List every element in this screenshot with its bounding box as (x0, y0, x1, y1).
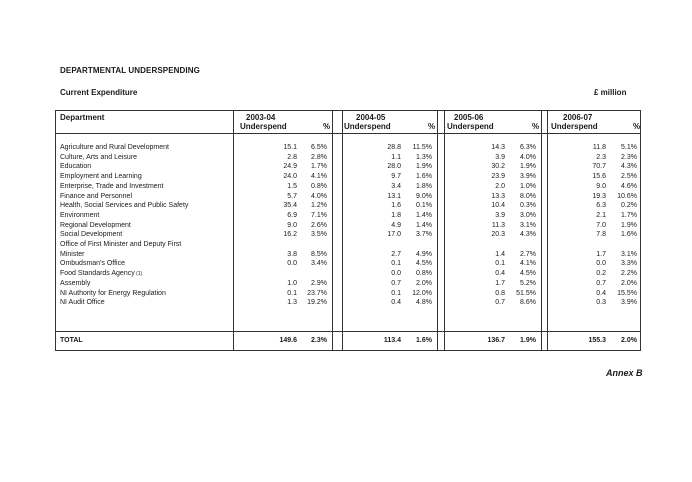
percent-value: 12.0% (412, 289, 432, 297)
annex-label: Annex B (606, 368, 643, 378)
percent-value: 1.6% (621, 231, 637, 239)
underspend-value: 9.7 (391, 173, 401, 181)
percent-value: 0.2% (621, 202, 637, 210)
underspend-value: 3.8 (287, 250, 297, 258)
total-underspend-value: 155.3 (588, 337, 606, 344)
percent-value: 4.5% (416, 260, 432, 268)
percent-value: 3.4% (311, 260, 327, 268)
percent-value: 1.9% (520, 163, 536, 171)
percent-value: 15.5% (617, 289, 637, 297)
underspend-value: 6.9 (287, 211, 297, 219)
underspend-value: 14.3 (491, 144, 505, 151)
underspend-value: 1.3 (287, 299, 297, 307)
underspend-value: 6.3 (596, 202, 606, 210)
total-rule (56, 331, 640, 332)
department-name: Assembly (60, 279, 91, 287)
underspend-subheader: Underspend (447, 122, 494, 131)
percent-value: 2.9% (311, 279, 327, 287)
underspend-value: 15.1 (283, 144, 297, 151)
percent-value: 1.9% (621, 221, 637, 229)
underspend-value: 0.1 (391, 289, 401, 297)
year-header: 2003-04 (246, 113, 276, 122)
column-divider (332, 111, 333, 350)
column-divider (233, 111, 234, 350)
percent-value: 2.6% (311, 221, 327, 229)
percent-subheader: % (532, 122, 540, 131)
percent-value: 1.2% (311, 202, 327, 210)
percent-value: 1.6% (416, 173, 432, 181)
percent-value: 23.7% (307, 289, 327, 297)
footnote-marker: (1) (134, 271, 143, 278)
percent-value: 1.8% (416, 182, 432, 190)
percent-value: 1.7% (311, 163, 327, 171)
underspend-value: 1.1 (391, 153, 401, 161)
percent-subheader: % (323, 122, 331, 131)
underspend-value: 1.5 (287, 182, 297, 190)
total-underspend-value: 149.6 (279, 337, 297, 344)
department-name: NI Audit Office (60, 299, 105, 307)
department-name: Health, Social Services and Public Safety (60, 202, 189, 210)
percent-value: 4.1% (311, 173, 327, 181)
underspend-value: 1.0 (287, 279, 297, 287)
percent-value: 2.5% (621, 173, 637, 181)
percent-value: 0.8% (416, 270, 432, 278)
percent-value: 8.6% (520, 299, 536, 307)
department-name: Environment (60, 211, 100, 219)
percent-value: 4.3% (520, 231, 536, 239)
percent-value: 0.3% (520, 202, 536, 210)
underspend-value: 1.8 (391, 211, 401, 219)
underspend-value: 0.1 (287, 289, 297, 297)
underspend-value: 20.3 (491, 231, 505, 239)
underspend-value: 0.7 (596, 279, 606, 287)
percent-value: 4.5% (520, 270, 536, 278)
total-underspend-value: 113.4 (383, 337, 401, 344)
percent-value: 2.7% (520, 250, 536, 258)
underspend-value: 0.2 (596, 270, 606, 278)
percent-value: 8.5% (311, 250, 327, 258)
underspend-value: 0.3 (596, 299, 606, 307)
underspend-value: 2.1 (596, 211, 606, 219)
underspend-value: 2.0 (495, 182, 505, 190)
percent-value: 3.1% (621, 250, 637, 258)
total-label: TOTAL (60, 337, 83, 344)
underspend-value: 0.8 (495, 289, 505, 297)
underspend-value: 17.0 (387, 231, 401, 239)
percent-value: 4.3% (621, 163, 637, 171)
percent-value: 2.0% (621, 279, 637, 287)
underspend-value: 0.1 (391, 260, 401, 268)
department-name: Food Standards Agency $^{(1)}$ (60, 270, 143, 278)
percent-value: 1.0% (520, 182, 536, 190)
underspend-value: 0.0 (391, 270, 401, 278)
percent-value: 1.4% (416, 221, 432, 229)
percent-value: 9.0% (416, 192, 432, 200)
percent-value: 11.5% (412, 144, 432, 151)
underspend-subheader: Underspend (240, 122, 287, 131)
total-percent-value: 2.0% (621, 337, 637, 344)
underspend-value: 28.0 (387, 163, 401, 171)
percent-value: 6.3% (520, 144, 536, 151)
underspend-value: 0.4 (596, 289, 606, 297)
percent-value: 3.9% (520, 173, 536, 181)
percent-value: 3.0% (520, 211, 536, 219)
column-divider (342, 111, 343, 350)
department-name: Finance and Personnel (60, 192, 132, 200)
underspend-value: 30.2 (491, 163, 505, 171)
underspend-value: 3.9 (495, 211, 505, 219)
department-name: Employment and Learning (60, 173, 142, 181)
underspend-subheader: Underspend (344, 122, 391, 131)
total-percent-value: 2.3% (311, 337, 327, 344)
percent-value: 4.8% (416, 299, 432, 307)
percent-value: 4.6% (621, 182, 637, 190)
department-name: Agriculture and Rural Development (60, 144, 169, 151)
percent-value: 1.3% (416, 153, 432, 161)
percent-value: 4.0% (311, 192, 327, 200)
department-name: Office of First Minister and Deputy First (60, 241, 182, 248)
underspend-value: 10.4 (491, 202, 505, 210)
total-percent-value: 1.9% (520, 337, 536, 344)
column-divider (444, 111, 445, 350)
underspend-value: 0.7 (391, 279, 401, 287)
percent-value: 51.5% (516, 289, 536, 297)
underspend-value: 0.4 (495, 270, 505, 278)
underspend-value: 24.9 (283, 163, 297, 171)
underspend-value: 23.9 (491, 173, 505, 181)
percent-value: 4.9% (416, 250, 432, 258)
percent-value: 0.8% (311, 182, 327, 190)
underspend-value: 2.3 (596, 153, 606, 161)
percent-value: 4.1% (520, 260, 536, 268)
department-name: Culture, Arts and Leisure (60, 153, 138, 161)
underspend-value: 3.9 (495, 153, 505, 161)
percent-value: 3.9% (621, 299, 637, 307)
underspend-value: 11.8 (592, 144, 606, 151)
underspend-value: 70.7 (592, 163, 606, 171)
percent-value: 2.3% (621, 153, 637, 161)
year-header: 2004-05 (356, 113, 386, 122)
percent-value: 3.1% (520, 221, 536, 229)
department-header: Department (60, 113, 105, 122)
underspend-value: 13.3 (491, 192, 505, 200)
department-name: Regional Development (60, 221, 131, 229)
percent-value: 2.8% (311, 153, 327, 161)
department-name: Enterprise, Trade and Investment (60, 182, 164, 190)
header-rule (56, 133, 640, 134)
percent-value: 2.2% (621, 270, 637, 278)
underspend-value: 19.3 (592, 192, 606, 200)
department-name: Social Development (60, 231, 123, 239)
total-percent-value: 1.6% (416, 337, 432, 344)
underspend-value: 35.4 (283, 202, 297, 210)
underspend-value: 0.1 (495, 260, 505, 268)
underspend-value: 13.1 (387, 192, 401, 200)
underspend-value: 2.7 (391, 250, 401, 258)
units-label: £ million (594, 88, 627, 97)
underspend-value: 0.7 (495, 299, 505, 307)
percent-subheader: % (633, 122, 641, 131)
underspend-value: 11.3 (491, 221, 505, 229)
year-header: 2005-06 (454, 113, 484, 122)
percent-value: 6.5% (311, 144, 327, 151)
underspend-value: 1.7 (495, 279, 505, 287)
percent-value: 10.6% (617, 192, 637, 200)
percent-value: 0.1% (416, 202, 432, 210)
percent-value: 19.2% (307, 299, 327, 307)
underspend-value: 28.8 (387, 144, 401, 151)
percent-value: 5.2% (520, 279, 536, 287)
underspend-value: 0.0 (287, 260, 297, 268)
department-name: Minister (60, 250, 85, 258)
document-subtitle: Current Expenditure (60, 88, 138, 97)
underspend-value: 1.7 (596, 250, 606, 258)
underspend-value: 9.0 (596, 182, 606, 190)
column-divider (541, 111, 542, 350)
department-name: Education (60, 163, 92, 171)
percent-value: 4.0% (520, 153, 536, 161)
percent-value: 1.4% (416, 211, 432, 219)
underspend-value: 1.4 (495, 250, 505, 258)
percent-value: 5.1% (621, 144, 637, 151)
underspend-value: 2.8 (287, 153, 297, 161)
underspend-value: 5.7 (287, 192, 297, 200)
underspend-subheader: Underspend (551, 122, 598, 131)
underspend-value: 16.2 (283, 231, 297, 239)
underspend-value: 7.8 (596, 231, 606, 239)
underspend-value: 1.6 (391, 202, 401, 210)
percent-value: 3.3% (621, 260, 637, 268)
underspend-value: 4.9 (391, 221, 401, 229)
percent-value: 7.1% (311, 211, 327, 219)
underspend-value: 24.0 (283, 173, 297, 181)
percent-value: 1.9% (416, 163, 432, 171)
underspend-value: 0.0 (596, 260, 606, 268)
department-name: Ombudsman's Office (60, 260, 126, 268)
column-divider (437, 111, 438, 350)
year-header: 2006-07 (563, 113, 593, 122)
underspend-value: 3.4 (391, 182, 401, 190)
underspend-value: 7.0 (596, 221, 606, 229)
total-underspend-value: 136.7 (487, 337, 505, 344)
underspend-value: 15.6 (592, 173, 606, 181)
percent-value: 3.5% (311, 231, 327, 239)
department-name: NI Authority for Energy Regulation (60, 289, 166, 297)
percent-value: 1.7% (621, 211, 637, 219)
underspend-value: 0.4 (391, 299, 401, 307)
percent-value: 2.0% (416, 279, 432, 287)
percent-value: 8.0% (520, 192, 536, 200)
underspend-value: 9.0 (287, 221, 297, 229)
column-divider (547, 111, 548, 350)
underspending-table (55, 110, 641, 351)
percent-value: 3.7% (416, 231, 432, 239)
percent-subheader: % (428, 122, 436, 131)
document-title: DEPARTMENTAL UNDERSPENDING (60, 66, 200, 75)
